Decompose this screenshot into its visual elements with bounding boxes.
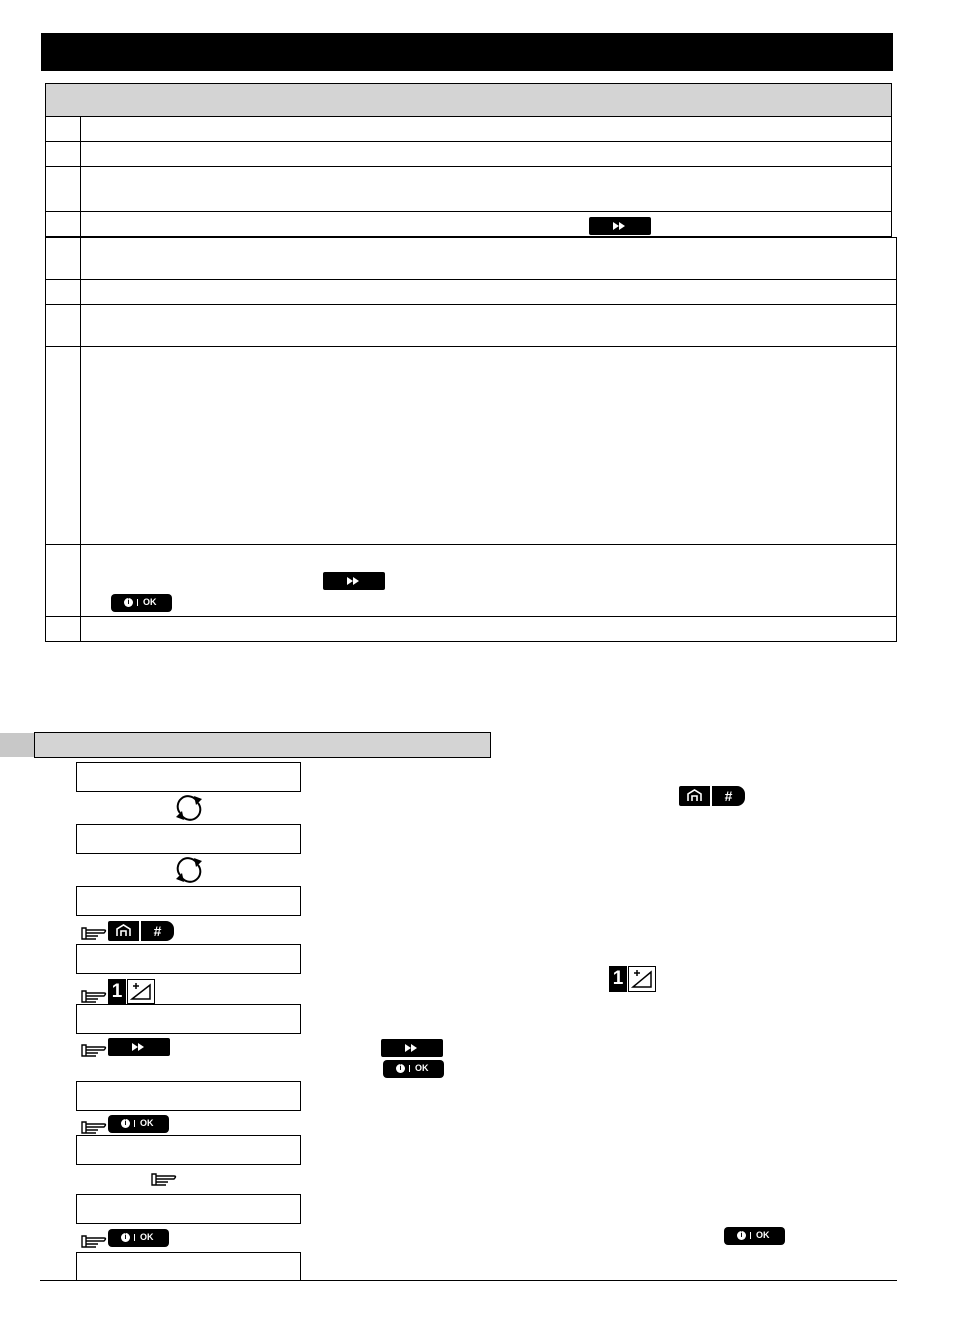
ok-label: OK — [756, 1230, 770, 1241]
row-number-cell — [46, 238, 81, 279]
pointing-hand-icon — [80, 1041, 108, 1059]
row-number-cell — [46, 545, 81, 616]
hash-label: # — [153, 923, 162, 939]
info-icon: i — [121, 1233, 130, 1242]
table-row — [45, 212, 892, 237]
cycle-arrows-icon — [174, 857, 204, 883]
pointing-hand-icon — [80, 924, 108, 942]
lcd-display — [76, 762, 301, 792]
row-number-cell — [46, 212, 81, 236]
info-ok-button[interactable] — [108, 1115, 169, 1133]
table-row — [45, 280, 897, 305]
lcd-display — [76, 944, 301, 974]
info-ok-button[interactable] — [108, 1229, 169, 1247]
section-tab — [0, 733, 35, 757]
key-1-button[interactable] — [609, 966, 627, 992]
lcd-display — [76, 886, 301, 916]
away-icon — [629, 967, 655, 991]
away-button[interactable] — [628, 966, 656, 992]
ok-label: OK — [415, 1063, 429, 1074]
fast-forward-button[interactable] — [589, 217, 651, 235]
away-icon — [128, 980, 154, 1003]
ok-label: OK — [140, 1118, 154, 1129]
away-button[interactable] — [127, 979, 155, 1004]
home-hash-button[interactable] — [679, 786, 745, 806]
table-row — [45, 305, 897, 347]
home-hash-button[interactable] — [108, 921, 174, 941]
section-header — [34, 732, 491, 758]
table-row — [45, 142, 892, 167]
info-ok-button[interactable] — [111, 594, 172, 612]
table-row — [45, 545, 897, 617]
info-icon: i — [121, 1119, 130, 1128]
row-number-cell — [46, 305, 81, 346]
key-1-label: 1 — [111, 981, 123, 1002]
row-number-cell — [46, 117, 81, 141]
lcd-display — [76, 1194, 301, 1224]
pointing-hand-icon — [80, 987, 108, 1005]
table-row — [45, 617, 897, 642]
pointing-hand-icon — [80, 1232, 108, 1250]
lcd-display — [76, 1135, 301, 1165]
lcd-display — [76, 1081, 301, 1111]
row-number-cell — [46, 280, 81, 304]
ok-label: OK — [140, 1232, 154, 1243]
info-icon: i — [124, 598, 133, 607]
row-number-cell — [46, 617, 81, 641]
key-1-button[interactable] — [108, 979, 126, 1004]
fast-forward-button[interactable] — [323, 572, 385, 590]
pointing-hand-icon — [80, 1118, 108, 1136]
pointing-hand-icon — [150, 1170, 178, 1188]
fast-forward-icon — [403, 1039, 421, 1057]
row-number-cell — [46, 142, 81, 166]
lcd-display — [76, 1004, 301, 1034]
page-title-bar — [41, 33, 893, 71]
fast-forward-icon — [611, 217, 629, 235]
fast-forward-icon — [345, 572, 363, 590]
table-row — [45, 117, 892, 142]
table-row — [45, 237, 897, 280]
table-row — [45, 347, 897, 545]
footer-divider — [40, 1280, 897, 1281]
home-icon — [679, 786, 710, 806]
row-number-cell — [46, 167, 81, 211]
lcd-display — [76, 1252, 301, 1281]
key-1-label: 1 — [612, 968, 624, 989]
table-row — [45, 167, 892, 212]
lcd-display — [76, 824, 301, 854]
home-icon — [108, 921, 139, 941]
row-number-cell — [46, 347, 81, 544]
info-icon: i — [737, 1231, 746, 1240]
fast-forward-icon — [130, 1038, 148, 1056]
info-ok-button[interactable] — [383, 1060, 444, 1078]
info-ok-button[interactable] — [724, 1227, 785, 1245]
fast-forward-button[interactable] — [381, 1039, 443, 1057]
cycle-arrows-icon — [174, 795, 204, 821]
info-icon: i — [396, 1064, 405, 1073]
ok-label: OK — [143, 597, 157, 608]
table-header — [45, 83, 892, 117]
hash-label: # — [724, 788, 733, 804]
fast-forward-button[interactable] — [108, 1038, 170, 1056]
